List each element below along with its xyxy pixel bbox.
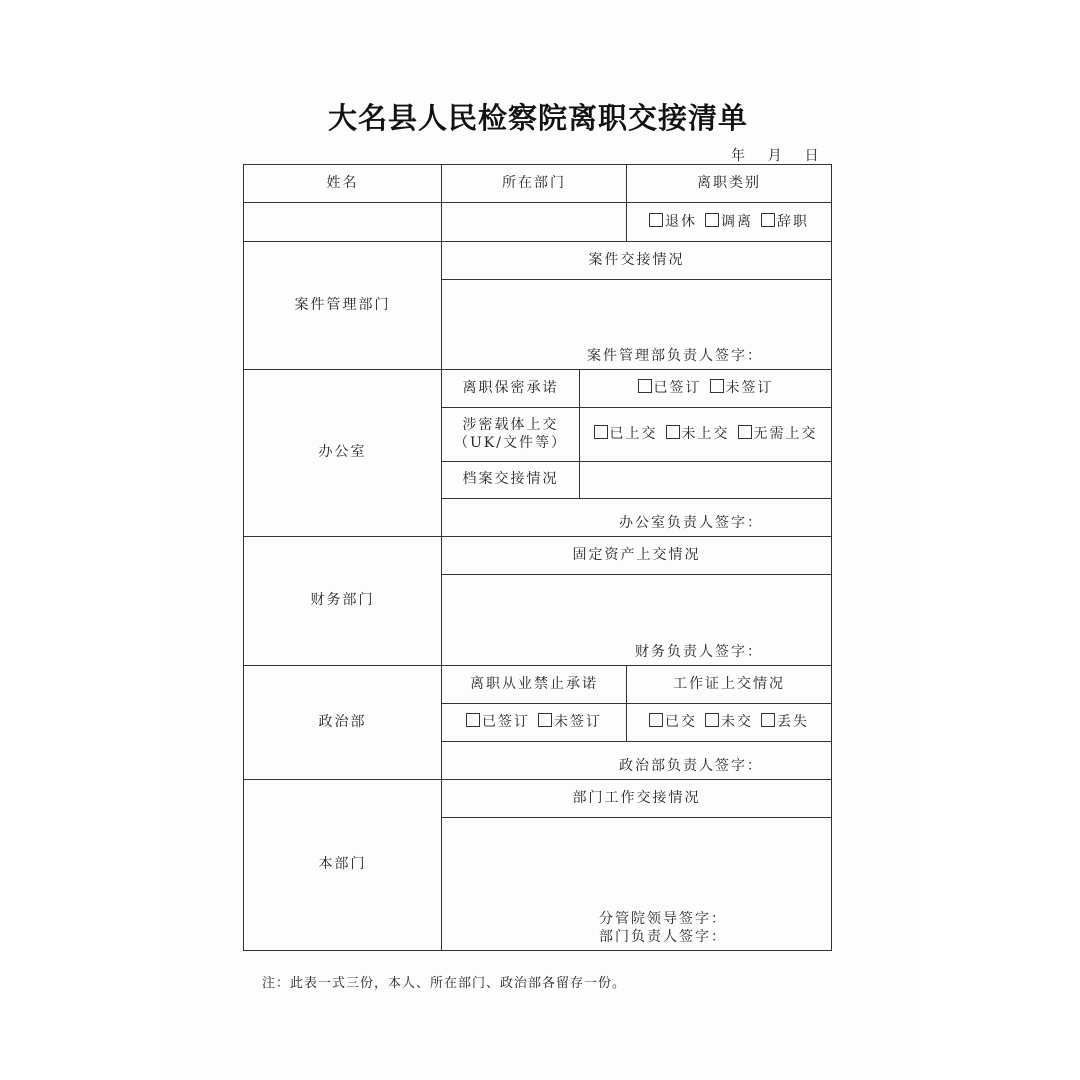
header-value-row — [244, 203, 832, 242]
finance-signature-label: 财务负责人签字： — [635, 643, 763, 660]
name-value-cell[interactable] — [244, 203, 442, 242]
dept-section-row — [244, 780, 832, 818]
option-submitted[interactable]: 已上交 — [594, 426, 658, 442]
dept-section-label: 本部门 — [244, 780, 442, 951]
date-line: 年 月 日 — [731, 148, 820, 164]
option-signed[interactable]: 已签订 — [466, 714, 530, 730]
political-signature-cell[interactable] — [442, 742, 832, 780]
political-signature-label: 政治部负责人签字： — [619, 757, 763, 774]
classified-carrier-label: 涉密载体上交 （UK/文件等） — [442, 408, 580, 462]
option-not-submitted[interactable]: 未上交 — [666, 426, 730, 442]
checkbox-icon[interactable] — [705, 213, 719, 227]
employment-ban-title: 离职从业禁止承诺 — [442, 666, 627, 704]
office-section-label: 办公室 — [244, 370, 442, 537]
confidentiality-label: 离职保密承诺 — [442, 370, 580, 408]
checkbox-icon[interactable] — [649, 213, 663, 227]
checkbox-icon[interactable] — [466, 713, 480, 727]
confidentiality-options — [580, 370, 832, 408]
option-not-returned[interactable]: 未交 — [705, 714, 753, 730]
office-signature-label: 办公室负责人签字： — [619, 514, 763, 531]
checkbox-icon[interactable] — [761, 213, 775, 227]
name-label: 姓名 — [244, 165, 442, 203]
checkbox-icon[interactable] — [666, 425, 680, 439]
option-not-required[interactable]: 无需上交 — [738, 426, 818, 442]
case-section-row — [244, 242, 832, 280]
political-section-label: 政治部 — [244, 666, 442, 780]
archive-handover-value[interactable] — [580, 462, 832, 499]
case-section-label: 案件管理部门 — [244, 242, 442, 370]
leave-type-label: 离职类别 — [627, 165, 832, 203]
leader-signature-label: 分管院领导签字： — [599, 911, 727, 927]
checkbox-icon[interactable] — [638, 379, 652, 393]
option-unsigned[interactable]: 未签订 — [538, 714, 602, 730]
employment-ban-options — [442, 704, 627, 742]
finance-signature-cell[interactable] — [442, 575, 832, 666]
footnote: 注：此表一式三份，本人、所在部门、政治部各留存一份。 — [262, 976, 627, 991]
option-signed[interactable]: 已签订 — [638, 380, 702, 396]
work-id-options — [627, 704, 832, 742]
option-returned[interactable]: 已交 — [649, 714, 697, 730]
work-id-title: 工作证上交情况 — [627, 666, 832, 704]
fixed-assets-title: 固定资产上交情况 — [442, 537, 832, 575]
case-signature-cell[interactable] — [442, 280, 832, 370]
option-resign[interactable]: 辞职 — [761, 214, 809, 230]
handover-form-table — [243, 164, 832, 951]
office-row-confidentiality — [244, 370, 832, 408]
dept-signature-cell[interactable] — [442, 818, 832, 951]
header-row — [244, 165, 832, 203]
checkbox-icon[interactable] — [761, 713, 775, 727]
option-unsigned[interactable]: 未签订 — [710, 380, 774, 396]
department-value-cell[interactable] — [442, 203, 627, 242]
case-signature-label: 案件管理部负责人签字： — [587, 347, 763, 364]
political-title-row — [244, 666, 832, 704]
option-retire[interactable]: 退休 — [649, 214, 697, 230]
checkbox-icon[interactable] — [594, 425, 608, 439]
dept-handover-title: 部门工作交接情况 — [442, 780, 832, 818]
option-lost[interactable]: 丢失 — [761, 714, 809, 730]
classified-carrier-options — [580, 408, 832, 462]
checkbox-icon[interactable] — [538, 713, 552, 727]
leave-type-options — [627, 203, 832, 242]
option-transfer[interactable]: 调离 — [705, 214, 753, 230]
checkbox-icon[interactable] — [710, 379, 724, 393]
archive-handover-label: 档案交接情况 — [442, 462, 580, 499]
dept-head-signature-label: 部门负责人签字： — [599, 928, 727, 945]
finance-section-label: 财务部门 — [244, 537, 442, 666]
office-signature-cell[interactable] — [442, 499, 832, 537]
checkbox-icon[interactable] — [705, 713, 719, 727]
finance-section-row — [244, 537, 832, 575]
checkbox-icon[interactable] — [738, 425, 752, 439]
case-handover-title: 案件交接情况 — [442, 242, 832, 280]
checkbox-icon[interactable] — [649, 713, 663, 727]
department-label: 所在部门 — [442, 165, 627, 203]
form-title: 大名县人民检察院离职交接清单 — [327, 101, 748, 135]
